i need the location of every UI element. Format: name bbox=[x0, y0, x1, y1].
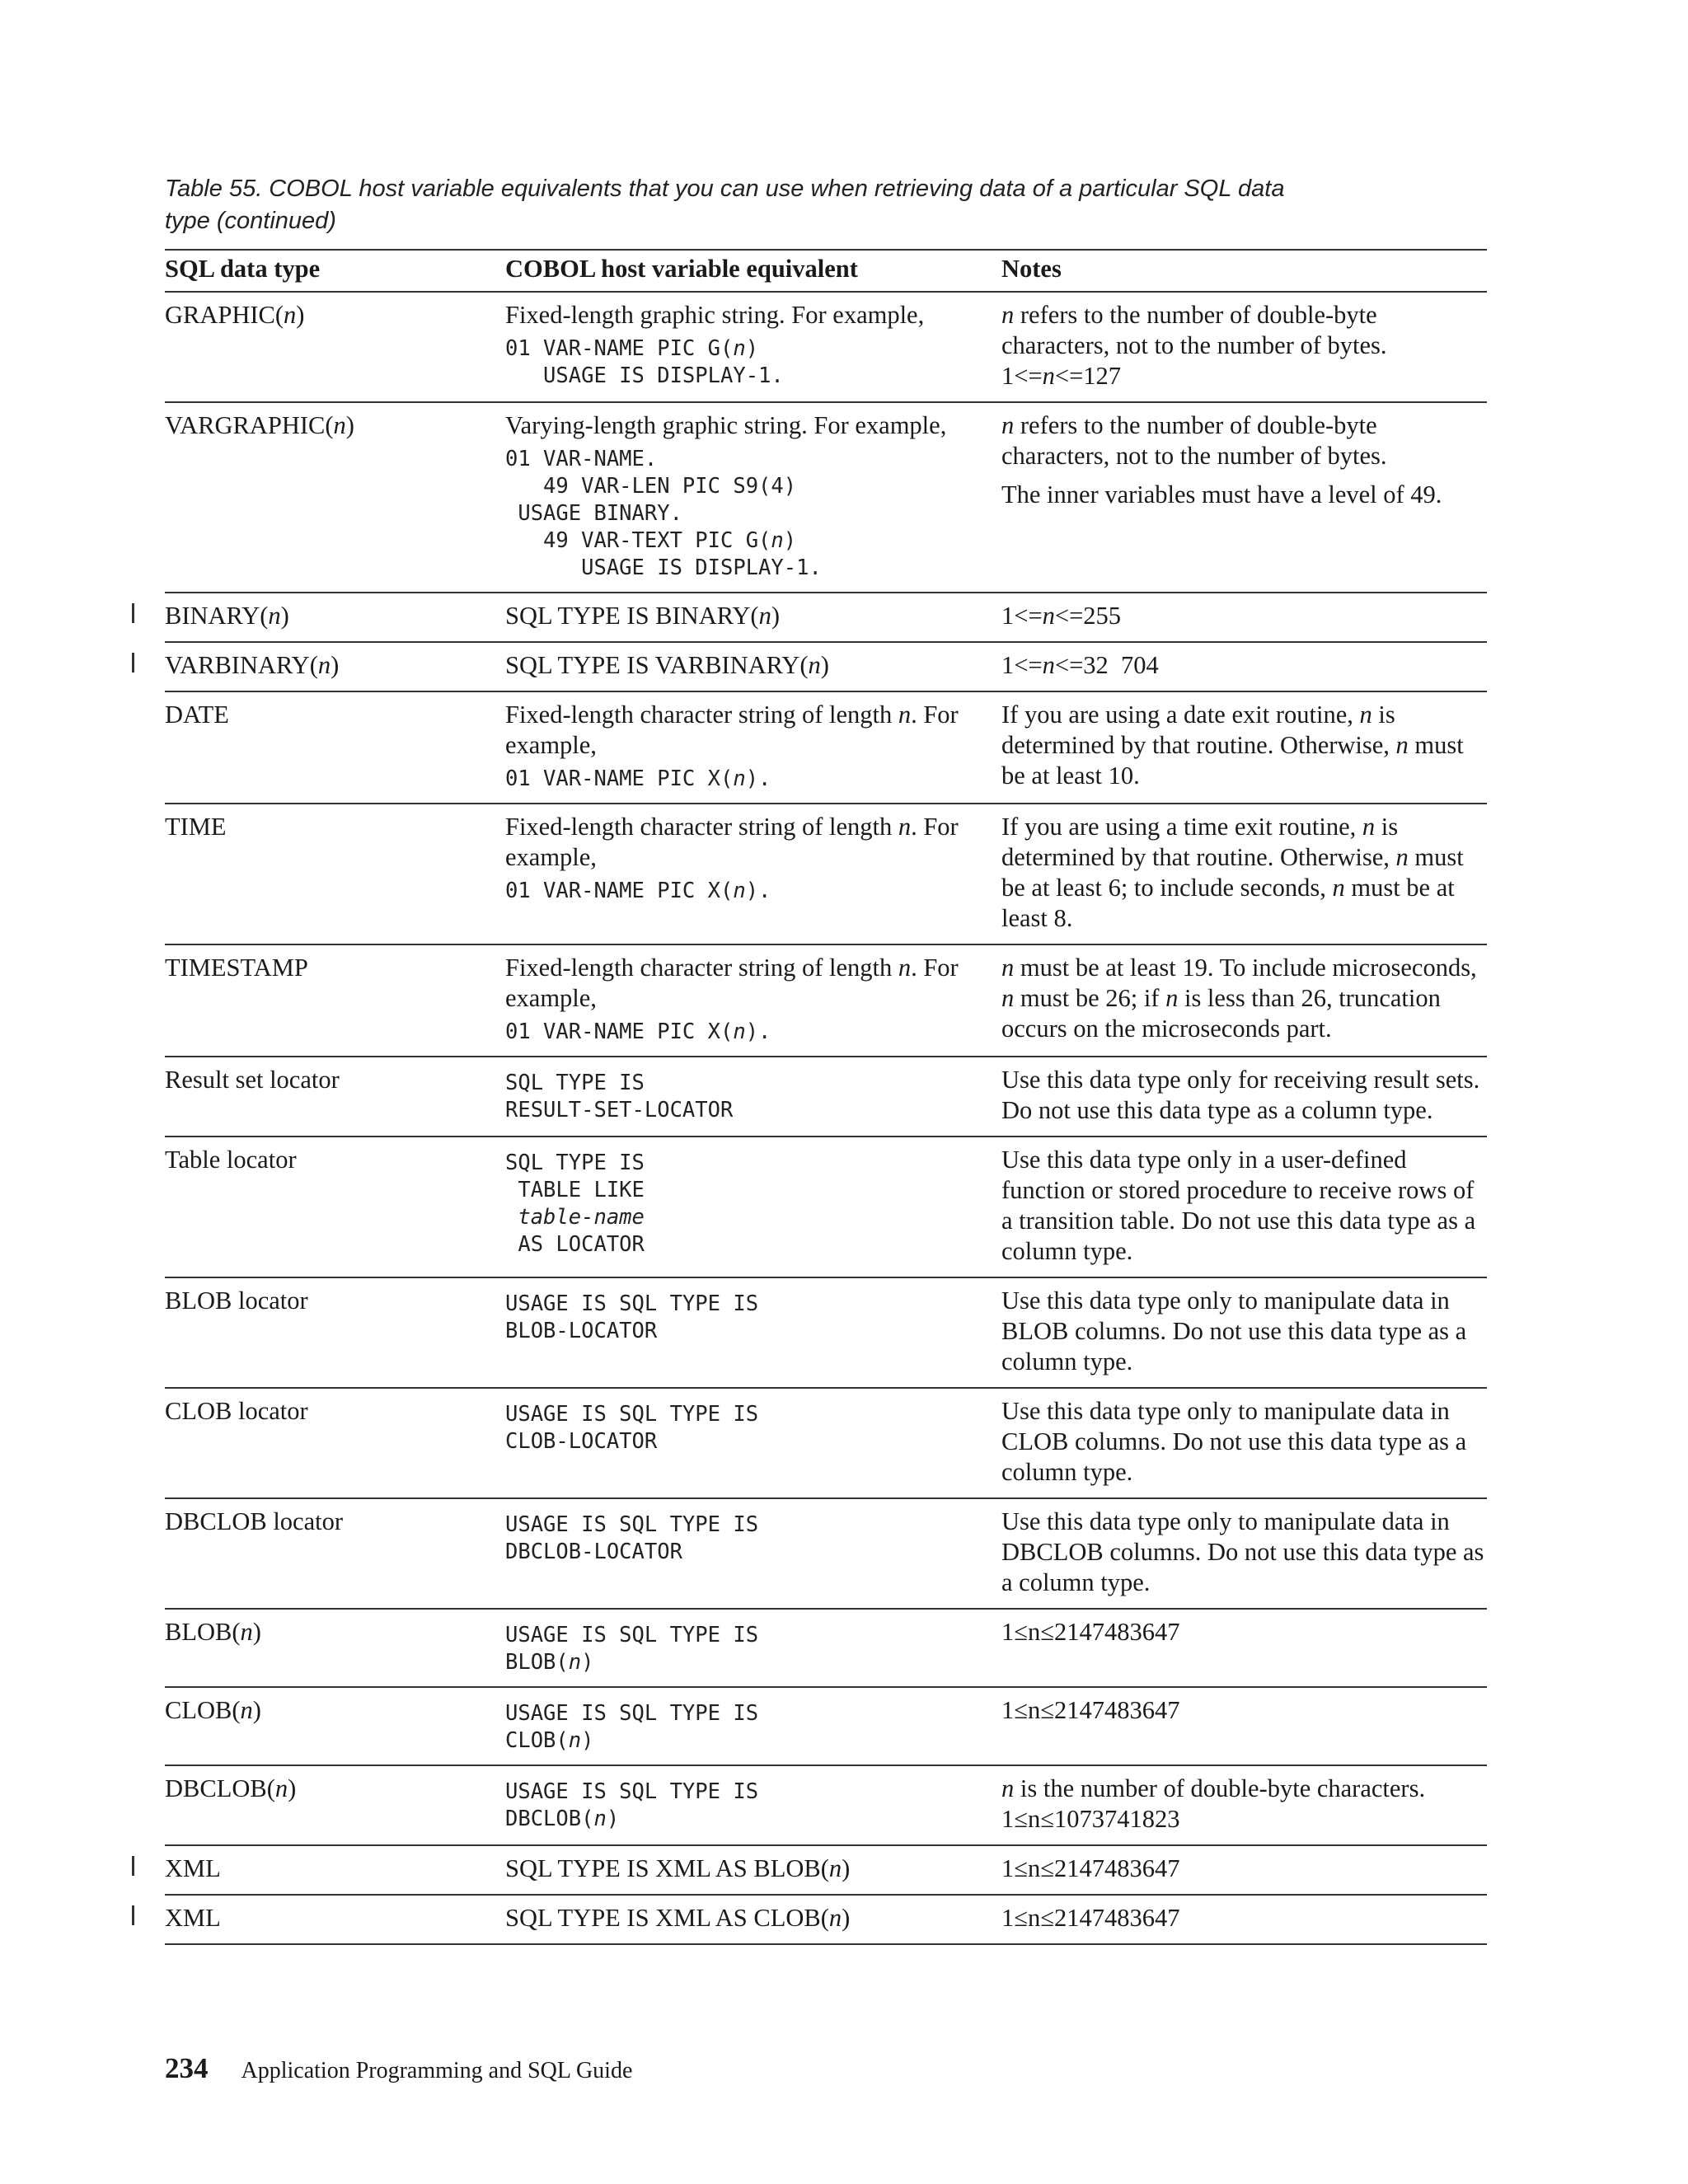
cell-notes: Use this data type only to manipulate data in BLOB columns. Do not use this data type as a column type. bbox=[1001, 1286, 1467, 1376]
cell-notes: Use this data type only for receiving result sets. Do not use this data type as a column type. bbox=[1001, 1066, 1480, 1124]
table-row bbox=[165, 1057, 1487, 1137]
book-title: Application Programming and SQL Guide bbox=[241, 2058, 633, 2083]
cell-notes: Use this data type only in a user-defined function or stored procedure to receive rows of a transition table. Do not use this data type as a column type. bbox=[1001, 1146, 1476, 1265]
change-bar bbox=[132, 1856, 134, 1876]
cell-cobol-equivalent bbox=[505, 300, 1001, 391]
table-row bbox=[165, 643, 1487, 692]
table-row bbox=[165, 1846, 1487, 1896]
header-sql-data-type: SQL data type bbox=[165, 255, 321, 283]
cell-notes: 1≤n≤2147483647 bbox=[1001, 1904, 1180, 1932]
cell-notes: 1<=n<=32 704 bbox=[1001, 651, 1159, 679]
change-bar bbox=[132, 653, 134, 673]
cobol-description: Fixed-length character string of length n. For example, bbox=[505, 813, 959, 871]
table-row bbox=[165, 1137, 1487, 1278]
change-bar bbox=[132, 1905, 134, 1925]
cell-sql-type: BINARY(n) bbox=[165, 602, 289, 630]
cell-cobol-equivalent bbox=[505, 1774, 1001, 1835]
table-row bbox=[165, 1766, 1487, 1846]
table-row bbox=[165, 1610, 1487, 1688]
header-cobol-equivalent: COBOL host variable equivalent bbox=[505, 255, 858, 283]
table-row bbox=[165, 593, 1487, 643]
table-row bbox=[165, 293, 1487, 403]
cell-sql-type: TIMESTAMP bbox=[165, 954, 308, 982]
cell-sql-type: VARBINARY(n) bbox=[165, 651, 340, 679]
table-row bbox=[165, 1688, 1487, 1766]
cell-notes: 1≤n≤2147483647 bbox=[1001, 1618, 1180, 1646]
cobol-description: Fixed-length character string of length n. For example, bbox=[505, 701, 959, 759]
cell-cobol-equivalent: SQL TYPE IS VARBINARY(n) bbox=[505, 651, 829, 679]
cell-notes: n must be at least 19. To include microseconds, n must be 26; if n is less than 26, truncation occurs on the microseconds part. bbox=[1001, 954, 1477, 1043]
code-sample: USAGE IS SQL TYPE IS DBCLOB-LOCATOR bbox=[505, 1512, 759, 1564]
code-sample: 01 VAR-NAME PIC X(n). bbox=[505, 879, 771, 903]
cobol-description: Fixed-length character string of length n. For example, bbox=[505, 954, 959, 1012]
table-caption bbox=[165, 173, 1385, 237]
cell-sql-type: XML bbox=[165, 1854, 221, 1882]
cell-cobol-equivalent: SQL TYPE IS XML AS CLOB(n) bbox=[505, 1904, 851, 1932]
table-row bbox=[165, 804, 1487, 945]
cell-cobol-equivalent bbox=[505, 1396, 1001, 1488]
change-bar bbox=[132, 603, 134, 623]
cell-sql-type: VARGRAPHIC(n) bbox=[165, 411, 354, 439]
cell-sql-type: Table locator bbox=[165, 1146, 297, 1174]
cell-cobol-equivalent bbox=[505, 953, 1001, 1046]
table-row bbox=[165, 1896, 1487, 1945]
code-sample: SQL TYPE IS TABLE LIKE table-name AS LOCATOR bbox=[505, 1151, 645, 1257]
code-sample: USAGE IS SQL TYPE IS BLOB(n) bbox=[505, 1623, 759, 1675]
cell-sql-type: XML bbox=[165, 1904, 221, 1932]
cell-notes: If you are using a time exit routine, n is determined by that routine. Otherwise, n must be at least 6; to include seconds, n must be at least 8. bbox=[1001, 813, 1464, 932]
code-sample: USAGE IS SQL TYPE IS DBCLOB(n) bbox=[505, 1779, 759, 1831]
cell-sql-type: DBCLOB locator bbox=[165, 1507, 344, 1535]
code-sample: 01 VAR-NAME. 49 VAR-LEN PIC S9(4) USAGE BINARY. 49 VAR-TEXT PIC G(n) USAGE IS DISPLAY-1. bbox=[505, 447, 822, 580]
cell-sql-type: TIME bbox=[165, 813, 227, 841]
cell-cobol-equivalent: SQL TYPE IS BINARY(n) bbox=[505, 602, 780, 630]
cell-notes: n refers to the number of double-byte characters, not to the number of bytes. 1<=n<=127 bbox=[1001, 301, 1387, 390]
cell-sql-type: BLOB(n) bbox=[165, 1618, 261, 1646]
cobol-description: Fixed-length graphic string. For example, bbox=[505, 301, 925, 329]
caption-line-1: Table 55. COBOL host variable equivalents that you can use when retrieving data of a particular SQL data bbox=[165, 176, 1285, 202]
cell-cobol-equivalent bbox=[505, 1695, 1001, 1755]
code-sample: USAGE IS SQL TYPE IS CLOB-LOCATOR bbox=[505, 1402, 759, 1454]
code-sample: 01 VAR-NAME PIC X(n). bbox=[505, 1019, 771, 1044]
page-footer bbox=[165, 2052, 632, 2085]
table-row bbox=[165, 692, 1487, 804]
cell-cobol-equivalent bbox=[505, 700, 1001, 793]
cell-cobol-equivalent bbox=[505, 1286, 1001, 1377]
table-row bbox=[165, 403, 1487, 593]
cell-sql-type: CLOB locator bbox=[165, 1397, 308, 1425]
table-header-row bbox=[165, 251, 1487, 293]
cell-cobol-equivalent bbox=[505, 812, 1001, 934]
cell-notes: 1≤n≤2147483647 bbox=[1001, 1854, 1180, 1882]
header-notes: Notes bbox=[1001, 255, 1062, 283]
code-sample: 01 VAR-NAME PIC G(n) USAGE IS DISPLAY-1. bbox=[505, 336, 784, 388]
cobol-description: Varying-length graphic string. For example, bbox=[505, 411, 947, 439]
cell-notes: n refers to the number of double-byte characters, not to the number of bytes. The inner variables must have a level of 49. bbox=[1001, 411, 1442, 509]
cell-notes: If you are using a date exit routine, n is determined by that routine. Otherwise, n must be at least 10. bbox=[1001, 701, 1464, 790]
code-sample: USAGE IS SQL TYPE IS CLOB(n) bbox=[505, 1701, 759, 1753]
cell-cobol-equivalent bbox=[505, 1065, 1001, 1126]
cell-cobol-equivalent bbox=[505, 1507, 1001, 1598]
code-sample: 01 VAR-NAME PIC X(n). bbox=[505, 766, 771, 791]
cell-cobol-equivalent bbox=[505, 1617, 1001, 1676]
cell-sql-type: DBCLOB(n) bbox=[165, 1774, 297, 1802]
cell-cobol-equivalent: SQL TYPE IS XML AS BLOB(n) bbox=[505, 1854, 851, 1882]
cell-sql-type: GRAPHIC(n) bbox=[165, 301, 305, 329]
cell-notes: 1≤n≤2147483647 bbox=[1001, 1696, 1180, 1724]
cell-notes: 1<=n<=255 bbox=[1001, 602, 1122, 630]
cell-cobol-equivalent bbox=[505, 1145, 1001, 1267]
cell-sql-type: DATE bbox=[165, 701, 229, 729]
code-sample: SQL TYPE IS RESULT-SET-LOCATOR bbox=[505, 1071, 734, 1122]
code-sample: USAGE IS SQL TYPE IS BLOB-LOCATOR bbox=[505, 1291, 759, 1343]
table-row bbox=[165, 1389, 1487, 1499]
table-row bbox=[165, 1499, 1487, 1610]
table-row bbox=[165, 945, 1487, 1057]
cell-sql-type: Result set locator bbox=[165, 1066, 340, 1094]
cell-notes: Use this data type only to manipulate data in CLOB columns. Do not use this data type as a column type. bbox=[1001, 1397, 1467, 1486]
cell-sql-type: BLOB locator bbox=[165, 1286, 308, 1315]
host-variable-table bbox=[165, 249, 1487, 1945]
table-row bbox=[165, 1278, 1487, 1389]
cell-notes: n is the number of double-byte characters. 1≤n≤1073741823 bbox=[1001, 1774, 1426, 1833]
cell-notes: Use this data type only to manipulate data in DBCLOB columns. Do not use this data type as a column type. bbox=[1001, 1507, 1484, 1596]
caption-line-2: type (continued) bbox=[165, 208, 336, 234]
cell-sql-type: CLOB(n) bbox=[165, 1696, 261, 1724]
page-number: 234 bbox=[165, 2052, 209, 2084]
cell-cobol-equivalent bbox=[505, 410, 1001, 582]
